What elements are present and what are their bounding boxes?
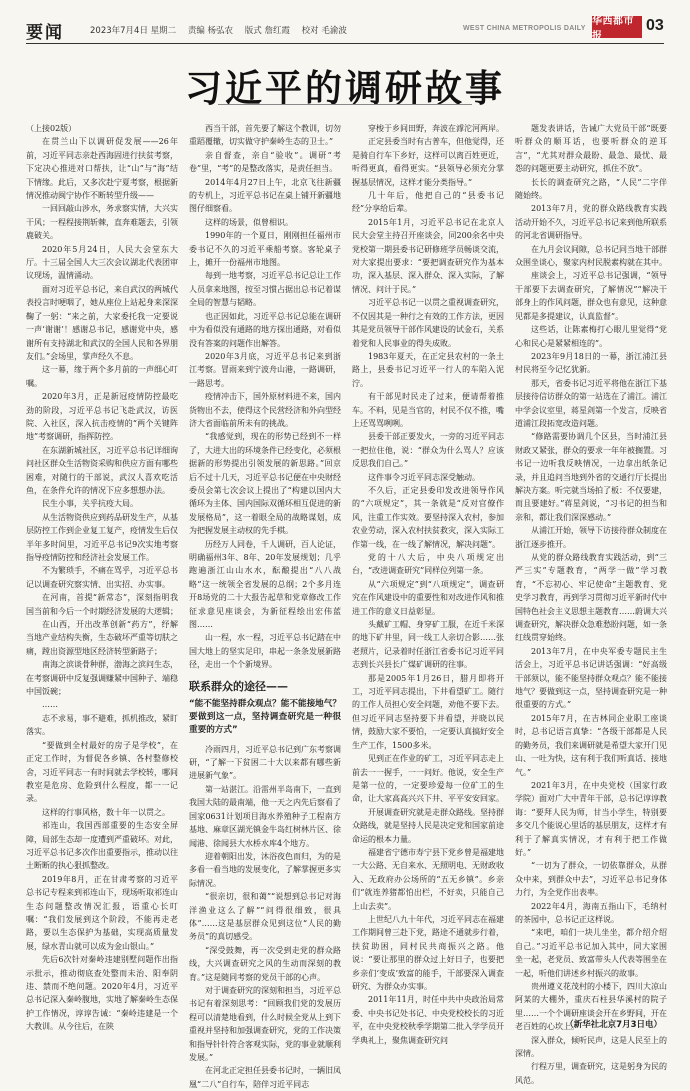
article-column-1 <box>26 122 178 1032</box>
paragraph: 这些话，让陈素梅打心眼儿里觉得“党心和民心是紧紧相连的”。 <box>515 325 667 348</box>
paragraph: 开展调查研究就是走群众路线。坚持群众路线，就是坚持人民是决定党和国家前途命运的根本力量。 <box>352 807 504 844</box>
column-1-body <box>26 135 178 1033</box>
paragraph: 2013年7月，党的群众路线教育实践活动开始不久，习近平总书记来到他所联系的河北省调研指导。 <box>515 204 667 241</box>
paragraph: 不为繁琐手，不痛在骂乎，习近平总书记以调查研究察实情、出实招、办实事。 <box>26 566 178 589</box>
page-number: 03 <box>646 17 664 34</box>
dateline: （上接02版） <box>26 124 77 133</box>
paragraph: 在河南，首提“新常态”，深刻指明我国当前和今后一个时期经济发展的大逻辑； <box>26 593 178 616</box>
paragraph: 2023年9月18日的一幕，浙江浦江县村民将至今记忆犹新。 <box>515 351 667 375</box>
paragraph: 在东湖新城社区，习近平总书记详细询问社区群众生活物资采购和供应方面有哪些困难，对随行的干部说，武汉人喜欢吃活鱼，在条件允许的情况下应多想想办法。 <box>26 445 178 495</box>
paper-logo: 华西都市报 <box>592 16 642 38</box>
column-2-body <box>189 122 341 672</box>
paragraph: 不久后，正定县委印发改进领导作风的“六项规定”，其一条就是“反对官僚作风，注重工作实效。要坚持深入农村，参加农业劳动，深入农村扶贫救灾，深入实际工作第一线，在一线了解情况，解决问题”。 <box>352 485 504 549</box>
news-agency-signature: （新华社北京7月3日电） <box>565 1020 662 1030</box>
header-meta <box>90 24 356 36</box>
paragraph: …… <box>42 700 58 710</box>
paragraph: 那是2005年1月26日，腊月即将开工，习近平同志提出，下井看望矿工。随行的工作人员担心安全问题，劝他不要下去。但习近平同志坚持要下井看望，并晓以民情，鼓励大家不要怕，一定要认真搞好安全生产工作，1500多米。 <box>352 673 504 750</box>
subheading-quote: “能不能坚持群众观点？能不能接地气？要做到这一点，坚持调查研究是一种很重要的方式” <box>189 698 341 735</box>
paragraph: 习近平总书记一以贯之重视调查研究，不仅因其是一种行之有效的工作方法，更因其是党员领导干部作风建设的试金石，关系着党和人民事业的得失成败。 <box>352 298 504 348</box>
paragraph: 这样的行事风格，数十年一以贯之。 <box>42 807 170 817</box>
paragraph: 2019年8月，正在甘肃考察的习近平总书记专程来到祁连山下，现场听取祁连山生态问题整改情况汇报，语重心长叮嘱：“我们发展到这个阶段，不能再走老路，要以生态保护为基础，实现高质量发展，绿水青山就可以成为金山银山。” <box>26 874 178 951</box>
paragraph: 2013年7月，在中央军委专题民主生活会上，习近平总书记讲话强调：“好高级干部须以，能不能坚持群众观点？能不能接地气？要做到这一点，坚持调查研究是一种很重要的方式。” <box>515 646 667 710</box>
paragraph: 疫情冲击下，国外原材料进不来，国内货物出不去，使得这个民营经济和外向型经济大省面临前所未有的挑战。 <box>189 392 341 428</box>
paragraph: 那天，省委书记习近平将他在浙江下基层接待信访群众的第一站选在了浦江。浦江中学会议室里，蒋星剑第一个发言，反映省道浦江段拓宽改造问题。 <box>515 378 667 428</box>
column-3-body <box>352 122 504 1047</box>
paragraph: 题发表讲话，告诫广大党员干部“既要听群众的顺耳话，也要听群众的逆耳言”，“尤其对群众最盼、最急、最忧、最怨的问题更要主动研究，抓住不放”。 <box>515 124 667 174</box>
paragraph: “很亲切，很和蔼”“说想到总书记对海洋渔业这么了解”“问得很细致，很具体”……这是基层群众见到这位“人民的勤务员”的真切感受。 <box>189 892 341 942</box>
paragraph: 从党的群众路线教育实践活动，到“三严三实”专题教育，“两学一做”学习教育，“不忘初心、牢记使命”主题教育、党史学习教育，再到学习贯彻习近平新时代中国特色社会主义思想主题教育……蔚调大兴调查研究，解决群众急难愁盼问题，如一条红线贯穿始终。 <box>515 553 667 643</box>
paragraph: 2020年3月，正是新冠疫情防控最吃劲的阶段，习近平总书记飞赴武汉，访医院、入社区，深入抗击疫情的“两个关键阵地”考察调研，指挥防控。 <box>26 392 178 442</box>
paragraph: 也正因如此，习近平总书记总能在调研中为看似没有通路的地方探出通路，对看似没有答案的问题作出解答。 <box>189 311 341 348</box>
paragraph: 祁连山，我国西部重要的生态安全屏障，局部生态却一度遭到严重破坏。对此，习近平总书记多次作出重要指示，推动以往土断断的执心狠抓整改。 <box>26 821 178 871</box>
paragraph: 深入群众，倾听民声，这是人民至上的深情。 <box>515 1035 667 1059</box>
proofreader-credit: 校对 毛渝波 <box>301 26 347 36</box>
paragraph: 2020年3月底，习近平总书记来到浙江考察。冒雨来到宁波舟山港，一路调研，一路思考。 <box>189 351 341 388</box>
paragraph: 在贯兰山下以调研促发展——26年前，习近平同志亲赴西海固进行扶贫考察，下定决心推进对口帮扶，让“山”与“海”结下情缘。此后，又多次赴宁夏考察，根据新情况推动闽宁协作不断转型升级—— <box>26 137 178 201</box>
designer-credit: 版式 詹红霞 <box>244 26 290 36</box>
article-column-3 <box>352 122 504 1045</box>
paragraph: “要做到全村最好的房子是学校”，在正定工作时，为督促各乡镇、各村整修校舍，习近平同志一有时间就去学校转，哪间教室是危房、危险到什么程度，都一一记录。 <box>26 740 178 804</box>
paragraph: 头戴矿工帽、身穿矿工服，在近千米深的地下矿井里，同一线工人亲切合影……张老照片，记录着时任浙江省委书记习近平同志到长兴县长广煤矿调研的往事。 <box>352 620 504 670</box>
paragraph: 一回回敲山涉水，务求察实情，大兴实干风；一程程接荆斩棘，直奔难题去，引领鹿破关。 <box>26 204 178 241</box>
paper-english-name: WEST CHINA METROPOLIS DAILY <box>463 25 586 32</box>
paragraph: 从浦江开始，领导下访接待群众制度在浙江逐步推开。 <box>515 526 667 549</box>
editor-credit: 责编 杨弘农 <box>187 26 234 36</box>
paragraph: 从“六项规定”到“八项规定”，调查研究在作风建设中的重要性和对改进作风和推进工作的意义日益彰显。 <box>352 579 504 616</box>
paragraph: 2011年11月，时任中共中央政治局常委、中央书记处书记、中央党校校长的习近平，在中央党校秋季学期第二批入学学员开学典礼上，聚焦调查研究问 <box>352 995 504 1045</box>
paragraph: “修路需要协调几个区县，当时浦江县财政又紧张，群众的要求一年年被搁置。习书记一边听我反映情况，一边拿出纸条记录，并且追问当地到外省的交通行厅长提出解决方案。听完就当场拍了板：不仅要建，而且要建好。”蒋星剑说，“习书记的担当和亲和，都让我们深深感动。” <box>515 432 667 522</box>
paragraph: 迎着朝阳出发，沐浴夜色而归，为的是多看一看当地的发展变化，了解掌握更多实际情况。 <box>189 851 341 888</box>
paragraph: 民生小事，关乎抗疫大局。 <box>42 499 138 509</box>
paragraph: 贵州遵义花茂村的小楼下，四川大凉山阿某的大棚外，重庆石柱县华溪村的院子里……一个个调研座谈会开在乡野间，开在老百姓的心坎上。 <box>515 982 667 1032</box>
paragraph: 上世纪八九十年代，习近平同志在福建工作期间曾三赴下党，路途不通就步行着，扶贫助困，同村民共商振兴之路。他说：“要让那里的群众过上好日子，也要把乡亲们‘变成’致富的能手，干部要深入调查研究、为群众办实事。 <box>352 914 504 991</box>
paragraph: 面对习近平总书记，来自武汉的两城代表投言时哽咽了，她从座位上站起身来深深鞠了一躬：“来之前，大家委托我一定要说一声‘谢谢’！感谢总书记，感谢党中央，感谢所有支持湖北和武汉的全国人民和各界朋友们。”会场里，掌声经久不息。 <box>26 284 178 361</box>
paragraph: 冷雨四月，习近平总书记到广东考察调研，“了解一下贫困二十大以来都有哪些新进展新气象”。 <box>189 744 341 781</box>
paragraph: 正定县委当时有古普车，但他觉得，还是骑自行车下乡好，这样可以离百姓更近，听得更真，看得更实。“县领导必须充分掌握基层情况，这样才能分类指导。” <box>352 137 504 187</box>
header-divider <box>26 43 664 44</box>
subheading: 联系群众的途径—— <box>189 679 288 693</box>
paragraph: 对于调查研究的深刻和担当，习近平总书记有着深刻思考：“回顾我们党的发展历程可以清楚地看到，什么时候全党从上到下重视并坚持和加强调查研究，党的工作决策和指导针针符合客观实际，党的事业就顺利发展。” <box>189 985 341 1062</box>
column-4-body <box>515 122 667 1087</box>
paragraph: 每到一地考察，习近平总书记总让工作人员拿来地图，按至习惯占据出总书记着谋全局的智慧与韬略。 <box>189 271 341 308</box>
paragraph: “深受鼓舞，再一次受到走党的群众路线，大兴调查研究之风的生动而深刻的教育。”这是随同考察的党员干部的心声。 <box>189 945 341 982</box>
paragraph: “一切为了群众，一切依靠群众，从群众中来，到群众中去”，习近平总书记身体力行，为全党作出表率。 <box>515 861 667 898</box>
paragraph: 几十年后，他把自己的“县委书记经”分享给后辈。 <box>352 191 504 214</box>
paragraph: 这一幕，缘于两个多月前的一声细心叮嘱。 <box>26 365 178 388</box>
paragraph: 党的十八大后，中央八项规定出台，“改进调查研究”同样位列第一条。 <box>352 553 504 576</box>
paragraph: “来吧，咱们一块儿坐坐，都介绍介绍自己。”习近平总书记加入其中，同大家围坐一起，老党员、致富带头人代表等围坐在一起，听他们讲述乡村振兴的故事。 <box>515 928 667 978</box>
paragraph: 志不求易，事不避难，抓机推改，紧盯落实。 <box>26 713 178 737</box>
paragraph: 山一程，水一程，习近平总书记踏在中国大地上的坚实足印，串起一条条发展新路径，走出一个个新境界。 <box>189 633 341 670</box>
article-title: 习近平的调研故事 <box>185 67 505 110</box>
paragraph: 长长的调查研究之路，“人民”二字伴随始终。 <box>515 177 667 201</box>
paragraph: 2022年4月，海南五指山下，毛纳村的茶园中，总书记正这样说。 <box>515 901 667 924</box>
paragraph: 2020年5月24日，人民大会堂东大厅。十三届全国人大三次会议湖北代表团审议现场，温情涌动。 <box>26 244 178 281</box>
paragraph: 这样的场景，似曾相识。 <box>205 217 293 227</box>
paragraph: 有干部见时民走了过来，便请帮着推车。不料，见是当官的，村民不仅不推，嘴上还骂骂咧咧。 <box>352 392 504 428</box>
paragraph: 南海之滨谈骨种群，渤海之滨问生态，在考察调研中反复强调赚紧中国种子、端稳中国饭碗； <box>26 660 178 697</box>
paragraph: 历经万人同卷，千人调研，百人论证，明确福州3年、8年、20年发展规划；几乎跑遍浙江山山水水，酝酿提出“八八战略”这一统领全省发展的总纲；2个多月连开8场党的二十大报告起草和党章修改工作征求意见座谈会，为新征程绘出宏伟蓝图…… <box>189 539 341 630</box>
paragraph: 在九月会议间隙，总书记同当地干部群众围坐谈心，聚家内村民脱素构就在其中。 <box>515 244 667 268</box>
subheading-block <box>189 679 341 737</box>
issue-date: 2023年7月4日 星期二 <box>90 26 177 36</box>
paragraph: 从生活物资供应到药品研发生产，从基层防控工作到企业复工复产，疫情发生后仅半年多时间里，习近平总书记9次实地考察指导疫情防控和经济社会发展工作。 <box>26 512 178 562</box>
paragraph: 座谈会上，习近平总书记强调，“领导干部要下去调查研究，了解情况”“解决干部身上的作风问题，群众也有意见，这种意见都是多提建议，认真监督”。 <box>515 271 667 321</box>
article-column-2 <box>189 122 341 1089</box>
paragraph: 在河北正定担任县委书记时，一辆旧凤凰“二八”自行车，陪伴习近平同志 <box>189 1066 341 1089</box>
paragraph: “我感觉到，现在的形势已经到不一样了，大进大出的环境条件已经变化，必须根据新的形势提出引领发展的新思路。”回京后不过十几天，习近平总书记便在中央财经委员会第七次会议上提出了“构建以国内大循环为主体、国内国际双循环相互促进的新发展格局”，这一着眼全局的战略谋划，成为把握发展主动权的先手棋。 <box>189 432 341 536</box>
paragraph: 穿梭于乡间田野，奔波在滹沱河两岸。 <box>368 124 504 133</box>
paragraph: 第一站湛江。沿雷州半岛南下，一直到我国大陆的最南端，他一天之内先后察看了国家0631计划项目海水养殖种子工程南方基地、麻章区湖光镇金牛岛红树林片区、徐闻港、徐闻县大水桥水库4个地方。 <box>189 784 341 848</box>
paragraph: 亲自督查，亲自“验收”。调研“考卷”里，“考”的是整改落实，是责任担当。 <box>189 150 341 174</box>
paragraph: 先后6次针对秦岭违建别墅问题作出指示批示，推动彻底查处整而未治、阳奉阴违、禁而不绝问题。2020年4月，习近平总书记深入秦岭腹地，实地了解秦岭生态保护工作情况，谆谆告诫：“秦岭违建是一个大教训。从今往后，在陕 <box>26 955 178 1032</box>
paragraph: 2015年1月，习近平总书记在北京人民大会堂主持召开座谈会，同200余名中央党校第一期县委书记研修班学员畅谈交流，对大家提出要求：“要把调查研究作为基本功，深入基层、深入群众、深入实际，了解情况、问计于民。” <box>352 217 504 294</box>
paragraph: 这件事令习近平同志深受触动。 <box>368 472 480 482</box>
paragraph: 县委干部正要发火，一旁的习近平同志一把拉住他，说：“群众为什么骂人？应该反思我们自己。” <box>352 432 504 469</box>
paragraph: 2015年7月，在吉林同企业职工座谈时，总书记语言真挚：“各级干部都是人民的勤务员，我们来调研就是希望大家开门见山、一吐为快，这有利于我们听真话、接地气。” <box>515 713 667 777</box>
paragraph: 见到正在作业的矿工，习近平同志走上前去一一握手，一一问好。他说，安全生产是第一位的，一定要珍爱每一位矿工的生命，让大家高高兴兴下井、平平安安回家。 <box>352 754 504 804</box>
title-underline <box>218 104 472 105</box>
paragraph: 1990年的一个夏日，刚刚担任福州市委书记不久的习近平乘船考察。客轮桌子上，摊开一份福州市地图。 <box>189 231 341 268</box>
paragraph: 2021年3月，在中央党校（国家行政学院）面对广大中青年干部，总书记谆谆教诲：“要拜人民为师，甘当小学生，特别要多交几个能说心里话的基层朋友，这样才有利于了解真实情况，才有利于把工作做好。” <box>515 780 667 857</box>
paragraph: 1983年夏天，在正定县农村的一条土路上，县委书记习近平一行人的车陷入泥泞。 <box>352 351 504 388</box>
paragraph: 福建省宁德市寿宁县下党乡曾是福建地一大公路、无自来水、无照明电、无财政收入、无政府办公场所的“五无乡镇”。乡亲们“就连养猪都怕出栏，不好卖，只能自己上山去卖”。 <box>352 847 504 911</box>
paragraph: 西当干部，首先要了解这个教训，切勿重蹈覆辙，切实做守护秦岭生态的卫士。” <box>189 124 341 147</box>
paragraph: 行程万里，调查研究，这是躬身为民的风范。 <box>515 1062 667 1085</box>
paragraph: 在山西，开出改革创新“药方”，纾解当地产业结构失衡，生态破坏严重等切肤之痛，蹚出资源型地区经济转型新路子； <box>26 620 178 656</box>
column-2-lower-body <box>189 743 341 1091</box>
page-header <box>0 0 690 50</box>
article-column-4 <box>515 122 667 1085</box>
section-name: 要闻 <box>26 23 64 43</box>
paragraph: 2014年4月27日上午，北京飞往新疆的专机上，习近平总书记在桌上铺开新疆地图仔细察看。 <box>189 177 341 214</box>
